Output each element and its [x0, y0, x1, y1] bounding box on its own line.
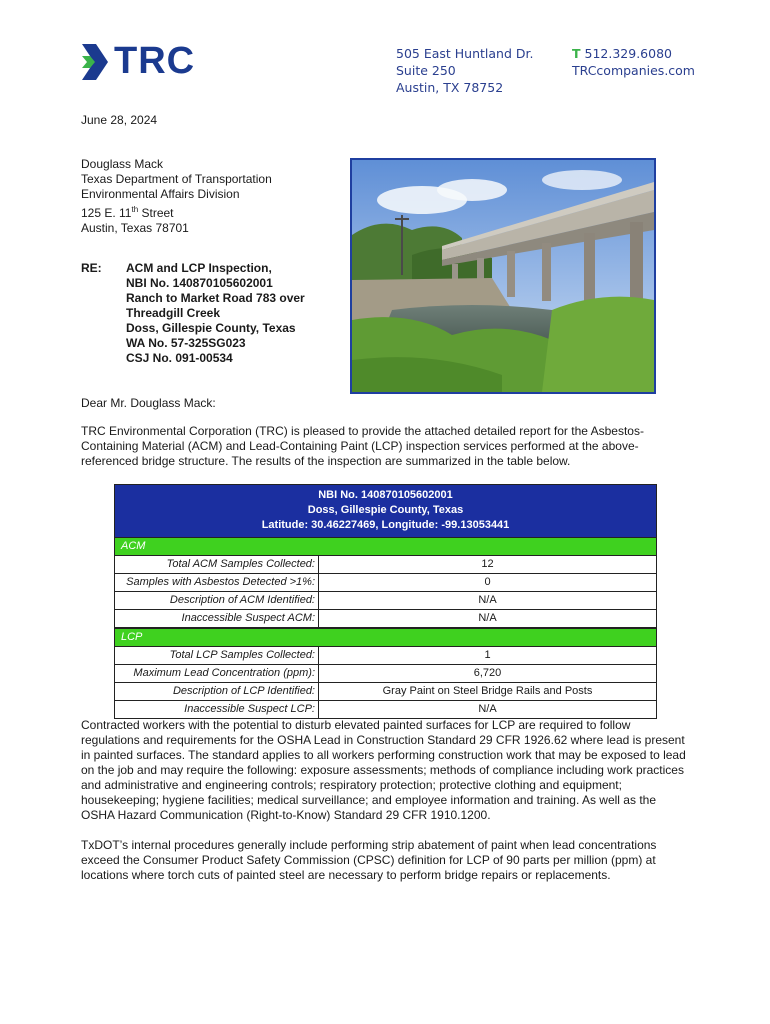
- results-table: [114, 484, 657, 719]
- row-value: 0: [484, 576, 491, 588]
- trc-logo-icon: [80, 42, 112, 82]
- re-line: Doss, Gillespie County, Texas: [126, 321, 296, 335]
- table-header-line: Doss, Gillespie County, Texas: [307, 504, 464, 516]
- table-header-line: Latitude: 30.46227469, Longitude: -99.13053441: [261, 519, 510, 531]
- addressee-org: Texas Department of Transportation: [81, 172, 272, 186]
- bridge-photo-illustration: [352, 160, 654, 392]
- company-address: [396, 45, 533, 96]
- phone-number: 512.329.6080: [584, 46, 672, 61]
- address-line: Suite 250: [396, 63, 456, 78]
- table-row: [115, 574, 656, 592]
- re-line: Ranch to Market Road 783 over: [126, 291, 305, 305]
- re-line: NBI No. 140870105602001: [126, 276, 273, 290]
- lcp-section-label: LCP: [115, 628, 656, 647]
- re-label: RE:: [81, 261, 102, 275]
- row-value: N/A: [478, 703, 497, 715]
- table-header: [115, 485, 656, 538]
- acm-section-label: ACM: [115, 538, 656, 556]
- logo-wordmark: TRC: [114, 40, 196, 82]
- bridge-photo: [350, 158, 656, 394]
- address-line: 505 East Huntland Dr.: [396, 46, 534, 61]
- row-value: 1: [484, 649, 491, 661]
- row-label: Total ACM Samples Collected:: [115, 556, 319, 573]
- phone-label: T: [572, 46, 581, 61]
- row-label: Inaccessible Suspect ACM:: [115, 610, 319, 627]
- row-label: Total LCP Samples Collected:: [115, 647, 319, 664]
- row-value: N/A: [478, 594, 497, 606]
- row-value: Gray Paint on Steel Bridge Rails and Posts: [382, 685, 593, 697]
- table-row: [115, 556, 656, 574]
- addressee-division: Environmental Affairs Division: [81, 187, 240, 201]
- row-value: 12: [481, 558, 494, 570]
- table-row: [115, 610, 656, 628]
- re-line: ACM and LCP Inspection,: [126, 261, 272, 275]
- addressee-name: Douglass Mack: [81, 157, 164, 171]
- row-label: Inaccessible Suspect LCP:: [115, 701, 319, 718]
- table-row: [115, 665, 656, 683]
- row-label: Description of ACM Identified:: [115, 592, 319, 609]
- phone-line: [572, 45, 695, 62]
- table-row: [115, 592, 656, 610]
- salutation: Dear Mr. Douglass Mack:: [81, 396, 216, 410]
- table-header-line: NBI No. 140870105602001: [318, 489, 453, 501]
- re-line: WA No. 57-325SG023: [126, 336, 246, 350]
- letter-date: June 28, 2024: [81, 113, 158, 127]
- address-line: Austin, TX 78752: [396, 80, 504, 95]
- addressee-street: 125 E. 11th Street: [81, 205, 174, 220]
- re-line: Threadgill Creek: [126, 306, 221, 320]
- row-label: Maximum Lead Concentration (ppm):: [115, 665, 319, 682]
- company-contact: [572, 45, 695, 79]
- trc-logo: [80, 42, 220, 82]
- table-row: [115, 683, 656, 701]
- addressee-block: [81, 157, 272, 236]
- intro-paragraph: TRC Environmental Corporation (TRC) is pleased to provide the attached detailed report for the Asbestos-Containing Material (ACM) and Lead-Containing Paint (LCP) inspection services performed at the above-referenced bridge structure. The results of the inspection are summarized in the table below.: [81, 424, 644, 468]
- row-value: 6,720: [473, 667, 502, 679]
- txdot-paragraph: TxDOT’s internal procedures generally include performing strip abatement of paint when lead concentrations exceed the Consumer Product Safety Commission (CPSC) definition for LCP of 90 parts per million (ppm) at locations where torch cuts of painted steel are necessary to perform bridge repairs or replacements.: [81, 838, 657, 882]
- re-line: CSJ No. 091-00534: [126, 351, 233, 365]
- row-label: Description of LCP Identified:: [115, 683, 319, 700]
- table-row: [115, 647, 656, 665]
- table-row: [115, 701, 656, 718]
- row-label: Samples with Asbestos Detected >1%:: [115, 574, 319, 591]
- website-link[interactable]: TRCcompanies.com: [572, 63, 695, 78]
- row-value: N/A: [478, 612, 497, 624]
- osha-paragraph: Contracted workers with the potential to disturb elevated painted surfaces for LCP are required to follow regulations and requirements for the OSHA Lead in Construction Standard 29 CFR 1926.62 where lead is present in painted surfaces. The standard applies to all workers performing construction work that may be exposed to lead on the job and may require the following: exposure assessments; methods of compliance including work practices and administrative and engineering controls; respiratory protection; protective clothing and equipment; housekeeping; hygiene facilities; medical surveillance; and employee information and training. As well as the OSHA Hazard Communication (Right-to-Know) Standard 29 CFR 1910.1200.: [81, 718, 686, 822]
- re-subject: [126, 261, 305, 366]
- addressee-city: Austin, Texas 78701: [81, 221, 189, 235]
